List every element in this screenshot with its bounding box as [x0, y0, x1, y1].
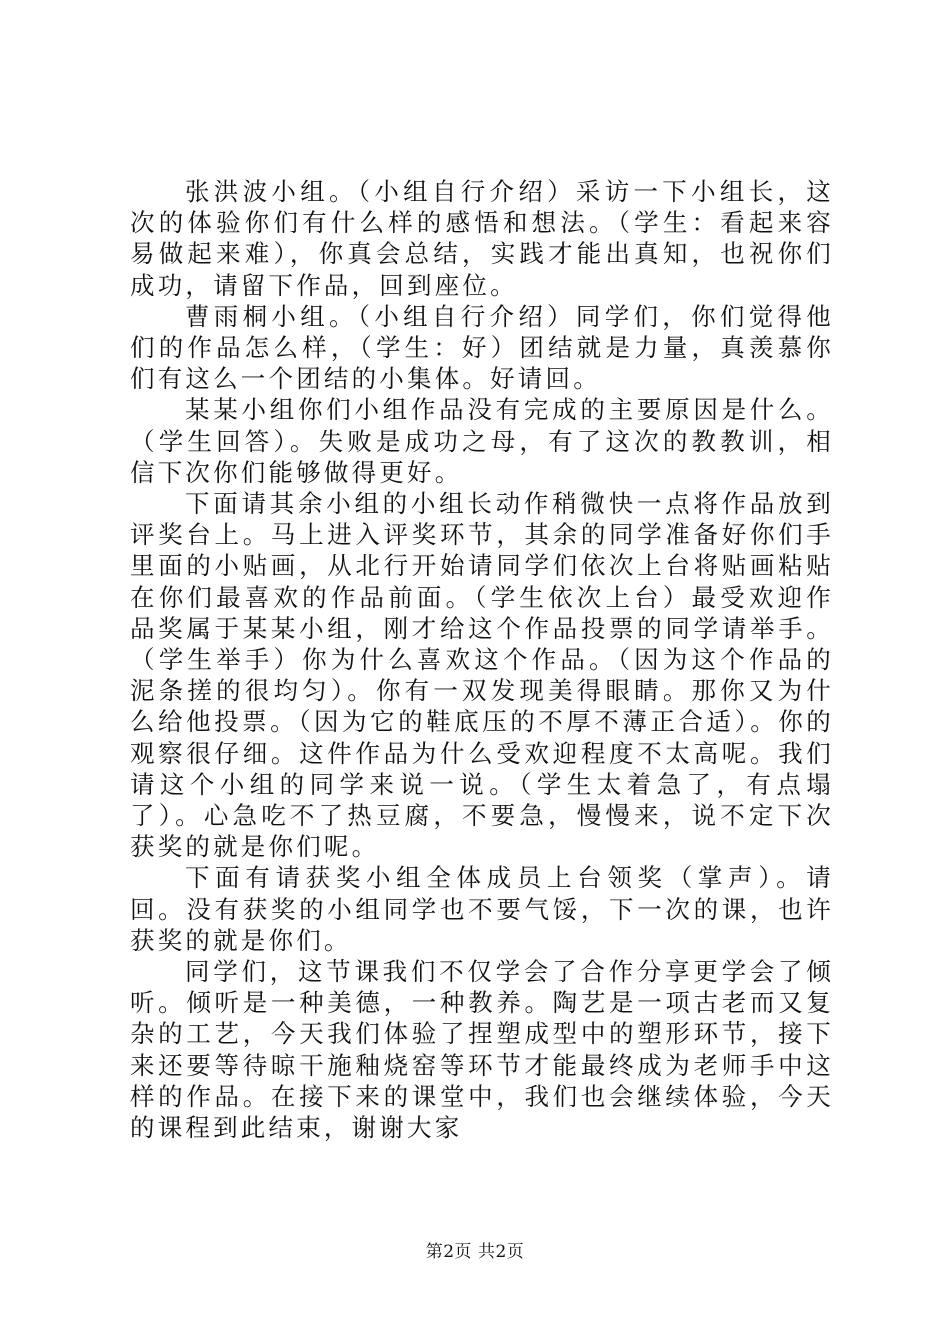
page-footer: 第2页 共2页 [425, 1242, 525, 1262]
document-body [130, 176, 834, 1143]
paragraph-cao-group: 曹雨桐小组。（小组自行介绍）同学们，你们觉得他们的作品怎么样，（学生：好）团结就是力量，真羡慕你们有这么一个团结的小集体。好请回。 [130, 301, 834, 394]
paragraph-conclusion: 同学们，这节课我们不仅学会了合作分享更学会了倾听。倾听是一种美德，一种教养。陶艺是一项古老而又复杂的工艺，今天我们体验了捏塑成型中的塑形环节，接下来还要等待晾干施釉烧窑等环节才能最终成为老师手中这样的作品。在接下来的课堂中，我们也会继续体验，今天的课程到此结束，谢谢大家 [130, 957, 834, 1143]
paragraph-award-ceremony: 下面有请获奖小组全体成员上台领奖（掌声）。请回。没有获奖的小组同学也不要气馁，下一次的课，也许获奖的就是你们。 [130, 863, 834, 955]
paragraph-unfinished-group: 某某小组你们小组作品没有完成的主要原因是什么。（学生回答）。失败是成功之母，有了这次的教教训，相信下次你们能够做得更好。 [130, 395, 834, 487]
paragraph-zhang-group: 张洪波小组。（小组自行介绍）采访一下小组长，这次的体验你们有什么样的感悟和想法。（学生：看起来容易做起来难），你真会总结，实践才能出真知，也祝你们成功，请留下作品，回到座位。 [130, 177, 834, 300]
paragraph-award-voting: 下面请其余小组的小组长动作稍微快一点将作品放到评奖台上。马上进入评奖环节，其余的同学准备好你们手里面的小贴画，从北行开始请同学们依次上台将贴画粘贴在你们最喜欢的作品前面。（学生依次上台）最受欢迎作品奖属于某某小组，刚才给这个作品投票的同学请举手。（学生举手）你为什么喜欢这个作品。（因为这个作品的泥条搓的很均匀）。你有一双发现美得眼睛。那你又为什么给他投票。（因为它的鞋底压的不厚不薄正合适）。你的观察很仔细。这件作品为什么受欢迎程度不太高呢。我们请这个小组的同学来说一说。（学生太着急了，有点塌了）。心急吃不了热豆腐，不要急，慢慢来，说不定下次获奖的就是你们呢。 [130, 489, 834, 862]
